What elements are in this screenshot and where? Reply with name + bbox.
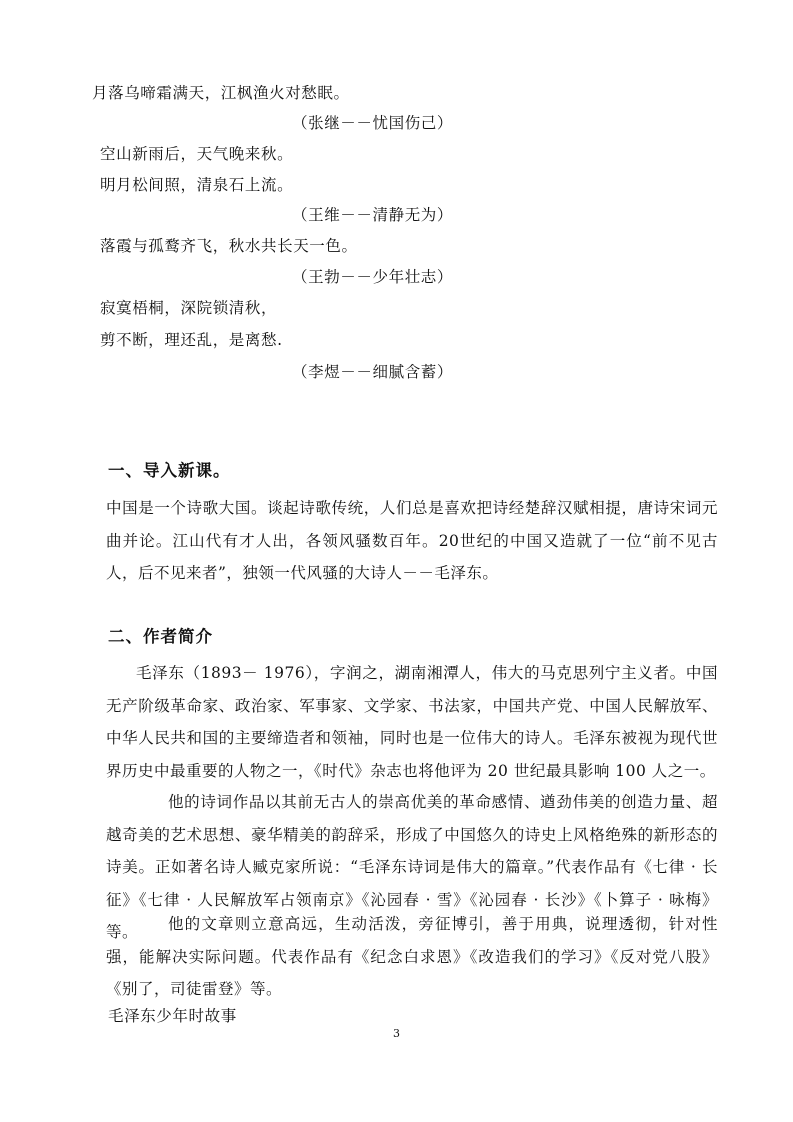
- poem-line: 落霞与孤鹜齐飞，秋水共长天一色。: [100, 237, 358, 255]
- works-paragraph: 他的诗词作品以其前无古人的崇高优美的革命感情、遒劲伟美的创造力量、超越奇美的艺术思想、豪华精美的韵辞采，形成了中国悠久的诗史上风格绝殊的新形态的诗美。正如著名诗人臧克家所说：“毛泽东诗词是伟大的篇章。”代表作品有《七律 · 长征》《七律 · 人民解放军占领南京》《沁园春 · 雪》《沁园春 · 长沙》《卜算子 · 咏梅》等。: [106, 793, 718, 941]
- poem-line: 剪不断，理还乱，是离愁.: [100, 331, 283, 349]
- page-number: 3: [393, 1027, 400, 1040]
- essays-paragraph: 他的文章则立意高远，生动活泼，旁征博引，善于用典，说理透彻，针对性强，能解决实际问题。代表作品有《纪念白求恩》《改造我们的学习》《反对党八股》《别了，司徒雷登》等。: [106, 915, 718, 998]
- poem-line: 月落乌啼霜满天，江枫渔火对愁眠。: [92, 84, 350, 102]
- poem-line: 寂寞梧桐，深院锁清秋，: [100, 299, 278, 317]
- subsection-label: 毛泽东少年时故事: [108, 1007, 237, 1025]
- poem-attribution: （王维－－清静无为）: [292, 206, 454, 224]
- section-heading-intro: 一、导入新课。: [108, 461, 231, 480]
- intro-paragraph: 中国是一个诗歌大国。谈起诗歌传统，人们总是喜欢把诗经楚辞汉赋相提，唐诗宋词元曲并论。江山代有才人出，各领风骚数百年。20世纪的中国又造就了一位“前不见古人，后不见来者”，独领一代风骚的大诗人－－毛泽东。: [106, 499, 718, 582]
- poem-attribution: （李煜－－细腻含蓄）: [292, 363, 454, 381]
- poem-attribution: （张继－－忧国伤己）: [292, 114, 454, 132]
- author-paragraph: 毛泽东（1893－ 1976），字润之，湖南湘潭人，伟大的马克思列宁主义者。中国无产阶级革命家、政治家、军事家、文学家、书法家，中国共产党、中国人民解放军、中华人民共和国的主要缔造者和领袖，同时也是一位伟大的诗人。毛泽东被视为现代世界历史中最重要的人物之一，《时代》杂志也将他评为 20 世纪最具影响 100 人之一。: [106, 664, 718, 780]
- poem-line: 空山新雨后，天气晚来秋。: [100, 145, 294, 163]
- poem-attribution: （王勃－－少年壮志）: [292, 268, 454, 286]
- poem-line: 明月松间照，清泉石上流。: [100, 176, 294, 194]
- section-heading-author: 二、作者简介: [108, 627, 213, 646]
